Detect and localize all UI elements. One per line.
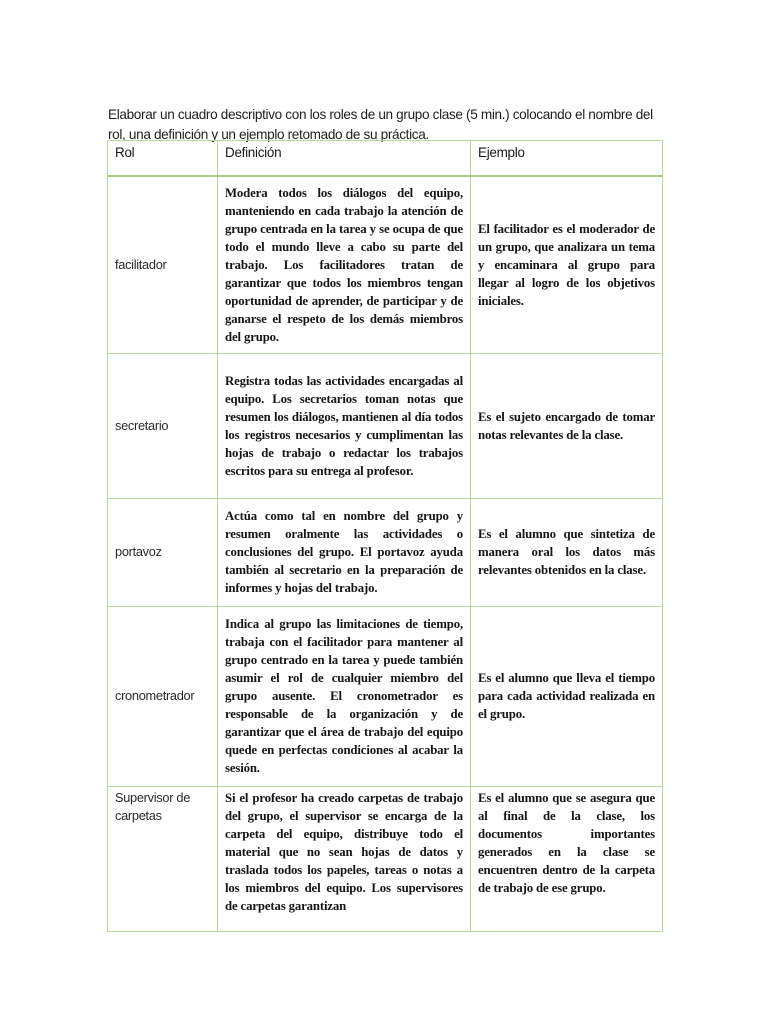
table-row: [108, 786, 663, 931]
roles-table: [107, 140, 663, 932]
role-definition: Indica al grupo las limitaciones de tiempo, trabaja con el facilitador para mantener al grupo centrado en la tarea y puede también asumir el rol de cualquier miembro del grupo ausente. El cronometrador es responsable de la organización y de garantizar que el área de trabajo del equipo quede en perfectas condiciones al acabar la sesión.: [218, 606, 471, 786]
instructions-paragraph: Elaborar un cuadro descriptivo con los roles de un grupo clase (5 min.) colocando el nombre del rol, una definición y un ejemplo retomado de su práctica.: [108, 106, 653, 142]
role-definition: Registra todas las actividades encargadas al equipo. Los secretarios toman notas que resumen los diálogos, mantienen al día todos los registros necesarios y cumplimentan las hojas de trabajo o redactar los trabajos escritos para su entrega al profesor.: [218, 353, 471, 498]
table-row: [108, 498, 663, 606]
header-rol: Rol: [108, 141, 218, 177]
table-header-row: [108, 141, 663, 177]
role-name: portavoz: [108, 498, 218, 606]
role-example: Es el alumno que lleva el tiempo para cada actividad realizada en el grupo.: [471, 606, 663, 786]
header-ejemplo: Ejemplo: [471, 141, 663, 177]
table-row: [108, 606, 663, 786]
role-definition: Si el profesor ha creado carpetas de trabajo del grupo, el supervisor se encarga de la carpeta del equipo, distribuye todo el material que no sean hojas de datos y traslada todos los papeles, tareas o notas a los miembros del equipo. Los supervisores de carpetas garantizan: [218, 786, 471, 931]
header-definicion: Definición: [218, 141, 471, 177]
role-name: secretario: [108, 353, 218, 498]
role-name: facilitador: [108, 176, 218, 353]
role-example: Es el sujeto encargado de tomar notas relevantes de la clase.: [471, 353, 663, 498]
role-example: Es el alumno que sintetiza de manera oral los datos más relevantes obtenidos en la clase.: [471, 498, 663, 606]
role-name: cronometrador: [108, 606, 218, 786]
role-name: Supervisor de carpetas: [108, 786, 218, 931]
role-example: El facilitador es el moderador de un grupo, que analizara un tema y encaminara al grupo para llegar al logro de los objetivos iniciales.: [471, 176, 663, 353]
table-row: [108, 176, 663, 353]
role-example: Es el alumno que se asegura que al final de la clase, los documentos importantes generados en la clase se encuentren dentro de la carpeta de trabajo de ese grupo.: [471, 786, 663, 931]
role-definition: Modera todos los diálogos del equipo, manteniendo en cada trabajo la atención de grupo centrada en la tarea y se ocupa de que todo el mundo lleve a cabo su parte del trabajo. Los facilitadores tratan de garantizar que todos los miembros tengan oportunidad de aprender, de participar y de ganarse el respeto de los demás miembros del grupo.: [218, 176, 471, 353]
table-row: [108, 353, 663, 498]
role-definition: Actúa como tal en nombre del grupo y resumen oralmente las actividades o conclusiones del grupo. El portavoz ayuda también al secretario en la preparación de informes y hojas del trabajo.: [218, 498, 471, 606]
